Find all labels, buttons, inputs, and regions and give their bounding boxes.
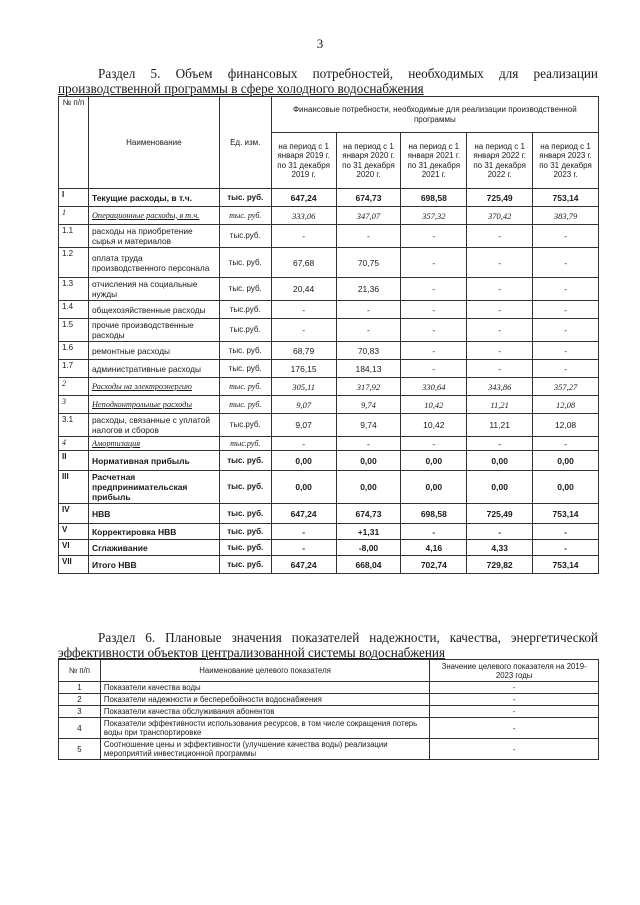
indicator-value: -: [430, 682, 599, 694]
row-value: 725,49: [467, 189, 533, 207]
row-value: -: [533, 278, 599, 301]
row-unit: тыс. руб.: [219, 342, 271, 360]
row-value: 0,00: [467, 471, 533, 504]
table-row: [59, 437, 599, 451]
row-value: -: [401, 524, 467, 540]
indicator-value: -: [430, 739, 599, 760]
row-code: V: [59, 524, 89, 540]
indicator-name: Показатели качества обслуживания абонентов: [100, 706, 429, 718]
row-value: -: [533, 437, 599, 451]
row-value: -: [467, 248, 533, 278]
row-value: 0,00: [467, 451, 533, 471]
header-name: Наименование: [88, 97, 219, 189]
row-unit: тыс.руб.: [219, 319, 271, 342]
row-value: 12,08: [533, 414, 599, 437]
row-value: +1,31: [336, 524, 401, 540]
row-value: -: [533, 524, 599, 540]
row-value: -: [401, 319, 467, 342]
indicator-name: Соотношение цены и эффективности (улучшение качества воды) реализации мероприятий инвестиционной программы: [100, 739, 429, 760]
row-value: 317,92: [336, 378, 401, 396]
row-value: 357,32: [401, 207, 467, 225]
header-period-2021: на период с 1 января 2021 г. по 31 декабря 2021 г.: [401, 133, 467, 189]
row-value: -: [271, 437, 336, 451]
indicator-row: [59, 718, 599, 739]
table-row: [59, 540, 599, 556]
row-code: III: [59, 471, 89, 504]
row-value: -: [533, 540, 599, 556]
row-value: -: [401, 437, 467, 451]
row-value: 11,21: [467, 414, 533, 437]
row-value: 347,07: [336, 207, 401, 225]
row-value: 9,07: [271, 396, 336, 414]
row-unit: тыс. руб.: [219, 360, 271, 378]
row-value: 9,74: [336, 396, 401, 414]
row-name: Текущие расходы, в т.ч.: [88, 189, 219, 207]
row-value: -: [467, 319, 533, 342]
row-name: Сглаживание: [88, 540, 219, 556]
row-value: 698,58: [401, 189, 467, 207]
row-value: 0,00: [271, 451, 336, 471]
row-code: 1.2: [59, 248, 89, 278]
row-value: -: [401, 342, 467, 360]
row-value: 753,14: [533, 556, 599, 574]
header-period-2022: на период с 1 января 2022 г. по 31 декабря 2022 г.: [467, 133, 533, 189]
row-code: 2: [59, 378, 89, 396]
table-row: [59, 451, 599, 471]
indicator-num: 5: [59, 739, 101, 760]
row-unit: тыс.руб.: [219, 225, 271, 248]
indicators-header-name: Наименование целевого показателя: [100, 660, 429, 682]
row-value: 647,24: [271, 504, 336, 524]
row-unit: тыс. руб.: [219, 540, 271, 556]
row-value: 68,79: [271, 342, 336, 360]
row-code: 1: [59, 207, 89, 225]
row-name: Корректировка НВВ: [88, 524, 219, 540]
row-name: Расчетная предпринимательская прибыль: [88, 471, 219, 504]
header-period-2019: на период с 1 января 2019 г. по 31 декабря 2019 г.: [271, 133, 336, 189]
header-group: Финансовые потребности, необходимые для реализации производственной программы: [271, 97, 598, 133]
indicator-row: [59, 694, 599, 706]
row-value: -: [467, 437, 533, 451]
indicator-value: -: [430, 718, 599, 739]
row-unit: тыс. руб.: [219, 207, 271, 225]
row-code: 1.7: [59, 360, 89, 378]
row-unit: тыс.руб.: [219, 301, 271, 319]
row-value: 9,07: [271, 414, 336, 437]
row-value: 674,73: [336, 189, 401, 207]
row-value: -: [271, 319, 336, 342]
table-row: [59, 360, 599, 378]
indicator-value: -: [430, 706, 599, 718]
table-row: [59, 301, 599, 319]
table-row: [59, 504, 599, 524]
row-value: 305,11: [271, 378, 336, 396]
row-code: 4: [59, 437, 89, 451]
indicators-header-value: Значение целевого показателя на 2019-2023 годы: [430, 660, 599, 682]
row-value: 0,00: [401, 451, 467, 471]
header-unit: Ед. изм.: [219, 97, 271, 189]
section6-heading-line2: эффективности объектов централизованной системы водоснабжения: [58, 645, 446, 660]
row-value: 176,15: [271, 360, 336, 378]
row-value: 647,24: [271, 556, 336, 574]
row-value: 753,14: [533, 189, 599, 207]
row-value: -: [336, 437, 401, 451]
row-value: 10,42: [401, 414, 467, 437]
row-value: 698,58: [401, 504, 467, 524]
row-value: -: [467, 342, 533, 360]
row-value: 729,82: [467, 556, 533, 574]
row-name: Неподконтрольные расходы: [88, 396, 219, 414]
row-value: -: [533, 342, 599, 360]
row-unit: тыс. руб.: [219, 471, 271, 504]
table-row: [59, 189, 599, 207]
row-value: 0,00: [533, 471, 599, 504]
row-value: -: [271, 225, 336, 248]
row-value: 0,00: [336, 471, 401, 504]
indicator-num: 2: [59, 694, 101, 706]
row-code: I: [59, 189, 89, 207]
indicator-name: Показатели эффективности использования ресурсов, в том числе сокращения потерь воды при транспортировке: [100, 718, 429, 739]
row-name: Итого НВВ: [88, 556, 219, 574]
indicator-num: 4: [59, 718, 101, 739]
row-value: 647,24: [271, 189, 336, 207]
section5-heading-line1: Раздел 5. Объем финансовых потребностей, необходимых для реализации: [98, 66, 598, 81]
row-value: 67,68: [271, 248, 336, 278]
table-row: [59, 207, 599, 225]
row-code: 3.1: [59, 414, 89, 437]
indicator-num: 3: [59, 706, 101, 718]
row-value: 357,27: [533, 378, 599, 396]
indicators-body: [59, 682, 599, 760]
row-value: 0,00: [271, 471, 336, 504]
row-value: -: [533, 319, 599, 342]
row-value: -: [533, 360, 599, 378]
row-value: 11,21: [467, 396, 533, 414]
financial-needs-body: [59, 189, 599, 574]
row-value: -8,00: [336, 540, 401, 556]
table-row: [59, 248, 599, 278]
row-value: 10,42: [401, 396, 467, 414]
table-row: [59, 524, 599, 540]
page-number: 3: [316, 36, 324, 51]
row-unit: тыс.руб.: [219, 414, 271, 437]
row-value: -: [401, 301, 467, 319]
table-row: [59, 225, 599, 248]
row-name: прочие производственные расходы: [88, 319, 219, 342]
row-value: -: [533, 225, 599, 248]
row-value: -: [271, 301, 336, 319]
row-value: -: [271, 540, 336, 556]
row-value: 333,06: [271, 207, 336, 225]
indicator-row: [59, 682, 599, 694]
row-unit: тыс. руб.: [219, 504, 271, 524]
row-value: -: [467, 278, 533, 301]
row-name: ремонтные расходы: [88, 342, 219, 360]
header-period-2023: на период с 1 января 2023 г. по 31 декабря 2023 г.: [533, 133, 599, 189]
row-value: 753,14: [533, 504, 599, 524]
row-name: Операционные расходы, в т.ч.: [88, 207, 219, 225]
table-row: [59, 319, 599, 342]
row-name: отчисления на социальные нужды: [88, 278, 219, 301]
indicator-row: [59, 739, 599, 760]
row-value: 370,42: [467, 207, 533, 225]
row-code: VI: [59, 540, 89, 556]
header-period-2020: на период с 1 января 2020 г. по 31 декабря 2020 г.: [336, 133, 401, 189]
row-value: -: [467, 360, 533, 378]
row-name: расходы на приобретение сырья и материалов: [88, 225, 219, 248]
indicators-header-num: № п/п: [59, 660, 101, 682]
indicator-num: 1: [59, 682, 101, 694]
row-unit: тыс. руб.: [219, 451, 271, 471]
row-value: 70,75: [336, 248, 401, 278]
row-code: 3: [59, 396, 89, 414]
table-row: [59, 342, 599, 360]
row-code: 1.3: [59, 278, 89, 301]
row-value: -: [467, 301, 533, 319]
row-value: 702,74: [401, 556, 467, 574]
row-code: IV: [59, 504, 89, 524]
table-row: [59, 556, 599, 574]
row-value: 0,00: [401, 471, 467, 504]
row-value: 4,16: [401, 540, 467, 556]
row-value: -: [401, 360, 467, 378]
row-unit: тыс. руб.: [219, 248, 271, 278]
row-code: II: [59, 451, 89, 471]
row-code: 1.6: [59, 342, 89, 360]
row-value: 383,79: [533, 207, 599, 225]
indicators-table: [58, 659, 599, 760]
row-value: -: [401, 278, 467, 301]
row-value: -: [336, 225, 401, 248]
row-name: Амортизация: [88, 437, 219, 451]
section6-heading-line1: Раздел 6. Плановые значения показателей надежности, качества, энергетической: [98, 630, 598, 645]
row-unit: тыс. руб.: [219, 524, 271, 540]
section5-heading-line2: производственной программы в сфере холодного водоснабжения: [58, 81, 424, 96]
row-value: 343,86: [467, 378, 533, 396]
row-value: 0,00: [533, 451, 599, 471]
table-row: [59, 414, 599, 437]
row-value: 12,08: [533, 396, 599, 414]
row-value: 21,36: [336, 278, 401, 301]
row-value: 20,44: [271, 278, 336, 301]
row-unit: тыс. руб.: [219, 189, 271, 207]
header-num: № п/п: [59, 97, 89, 189]
row-unit: тыс. руб.: [219, 278, 271, 301]
row-value: -: [401, 248, 467, 278]
row-value: 9,74: [336, 414, 401, 437]
row-value: -: [467, 225, 533, 248]
row-unit: тыс. руб.: [219, 396, 271, 414]
table-row: [59, 471, 599, 504]
row-code: VII: [59, 556, 89, 574]
row-value: -: [336, 301, 401, 319]
row-value: 725,49: [467, 504, 533, 524]
row-code: 1.5: [59, 319, 89, 342]
row-name: Расходы на электроэнергию: [88, 378, 219, 396]
table-row: [59, 378, 599, 396]
row-value: 674,73: [336, 504, 401, 524]
row-value: 668,04: [336, 556, 401, 574]
table-row: [59, 396, 599, 414]
row-name: административные расходы: [88, 360, 219, 378]
row-value: -: [467, 524, 533, 540]
row-name: Нормативная прибыль: [88, 451, 219, 471]
row-value: -: [401, 225, 467, 248]
row-name: НВВ: [88, 504, 219, 524]
row-value: 330,64: [401, 378, 467, 396]
row-value: -: [336, 319, 401, 342]
section5-heading: [58, 66, 598, 96]
row-value: -: [533, 301, 599, 319]
row-name: расходы, связанные с уплатой налогов и сборов: [88, 414, 219, 437]
indicator-value: -: [430, 694, 599, 706]
financial-needs-table: [58, 96, 599, 574]
indicator-name: Показатели качества воды: [100, 682, 429, 694]
row-name: оплата труда производственного персонала: [88, 248, 219, 278]
row-name: общехозяйственные расходы: [88, 301, 219, 319]
row-code: 1.1: [59, 225, 89, 248]
row-value: -: [533, 248, 599, 278]
row-unit: тыс.руб.: [219, 437, 271, 451]
row-value: -: [271, 524, 336, 540]
row-unit: тыс. руб.: [219, 556, 271, 574]
row-value: 4,33: [467, 540, 533, 556]
indicator-name: Показатели надежности и бесперебойности водоснабжения: [100, 694, 429, 706]
section6-heading: [58, 630, 598, 660]
row-code: 1.4: [59, 301, 89, 319]
row-value: 184,13: [336, 360, 401, 378]
table-row: [59, 278, 599, 301]
indicator-row: [59, 706, 599, 718]
row-unit: тыс. руб.: [219, 378, 271, 396]
row-value: 0,00: [336, 451, 401, 471]
row-value: 70,83: [336, 342, 401, 360]
